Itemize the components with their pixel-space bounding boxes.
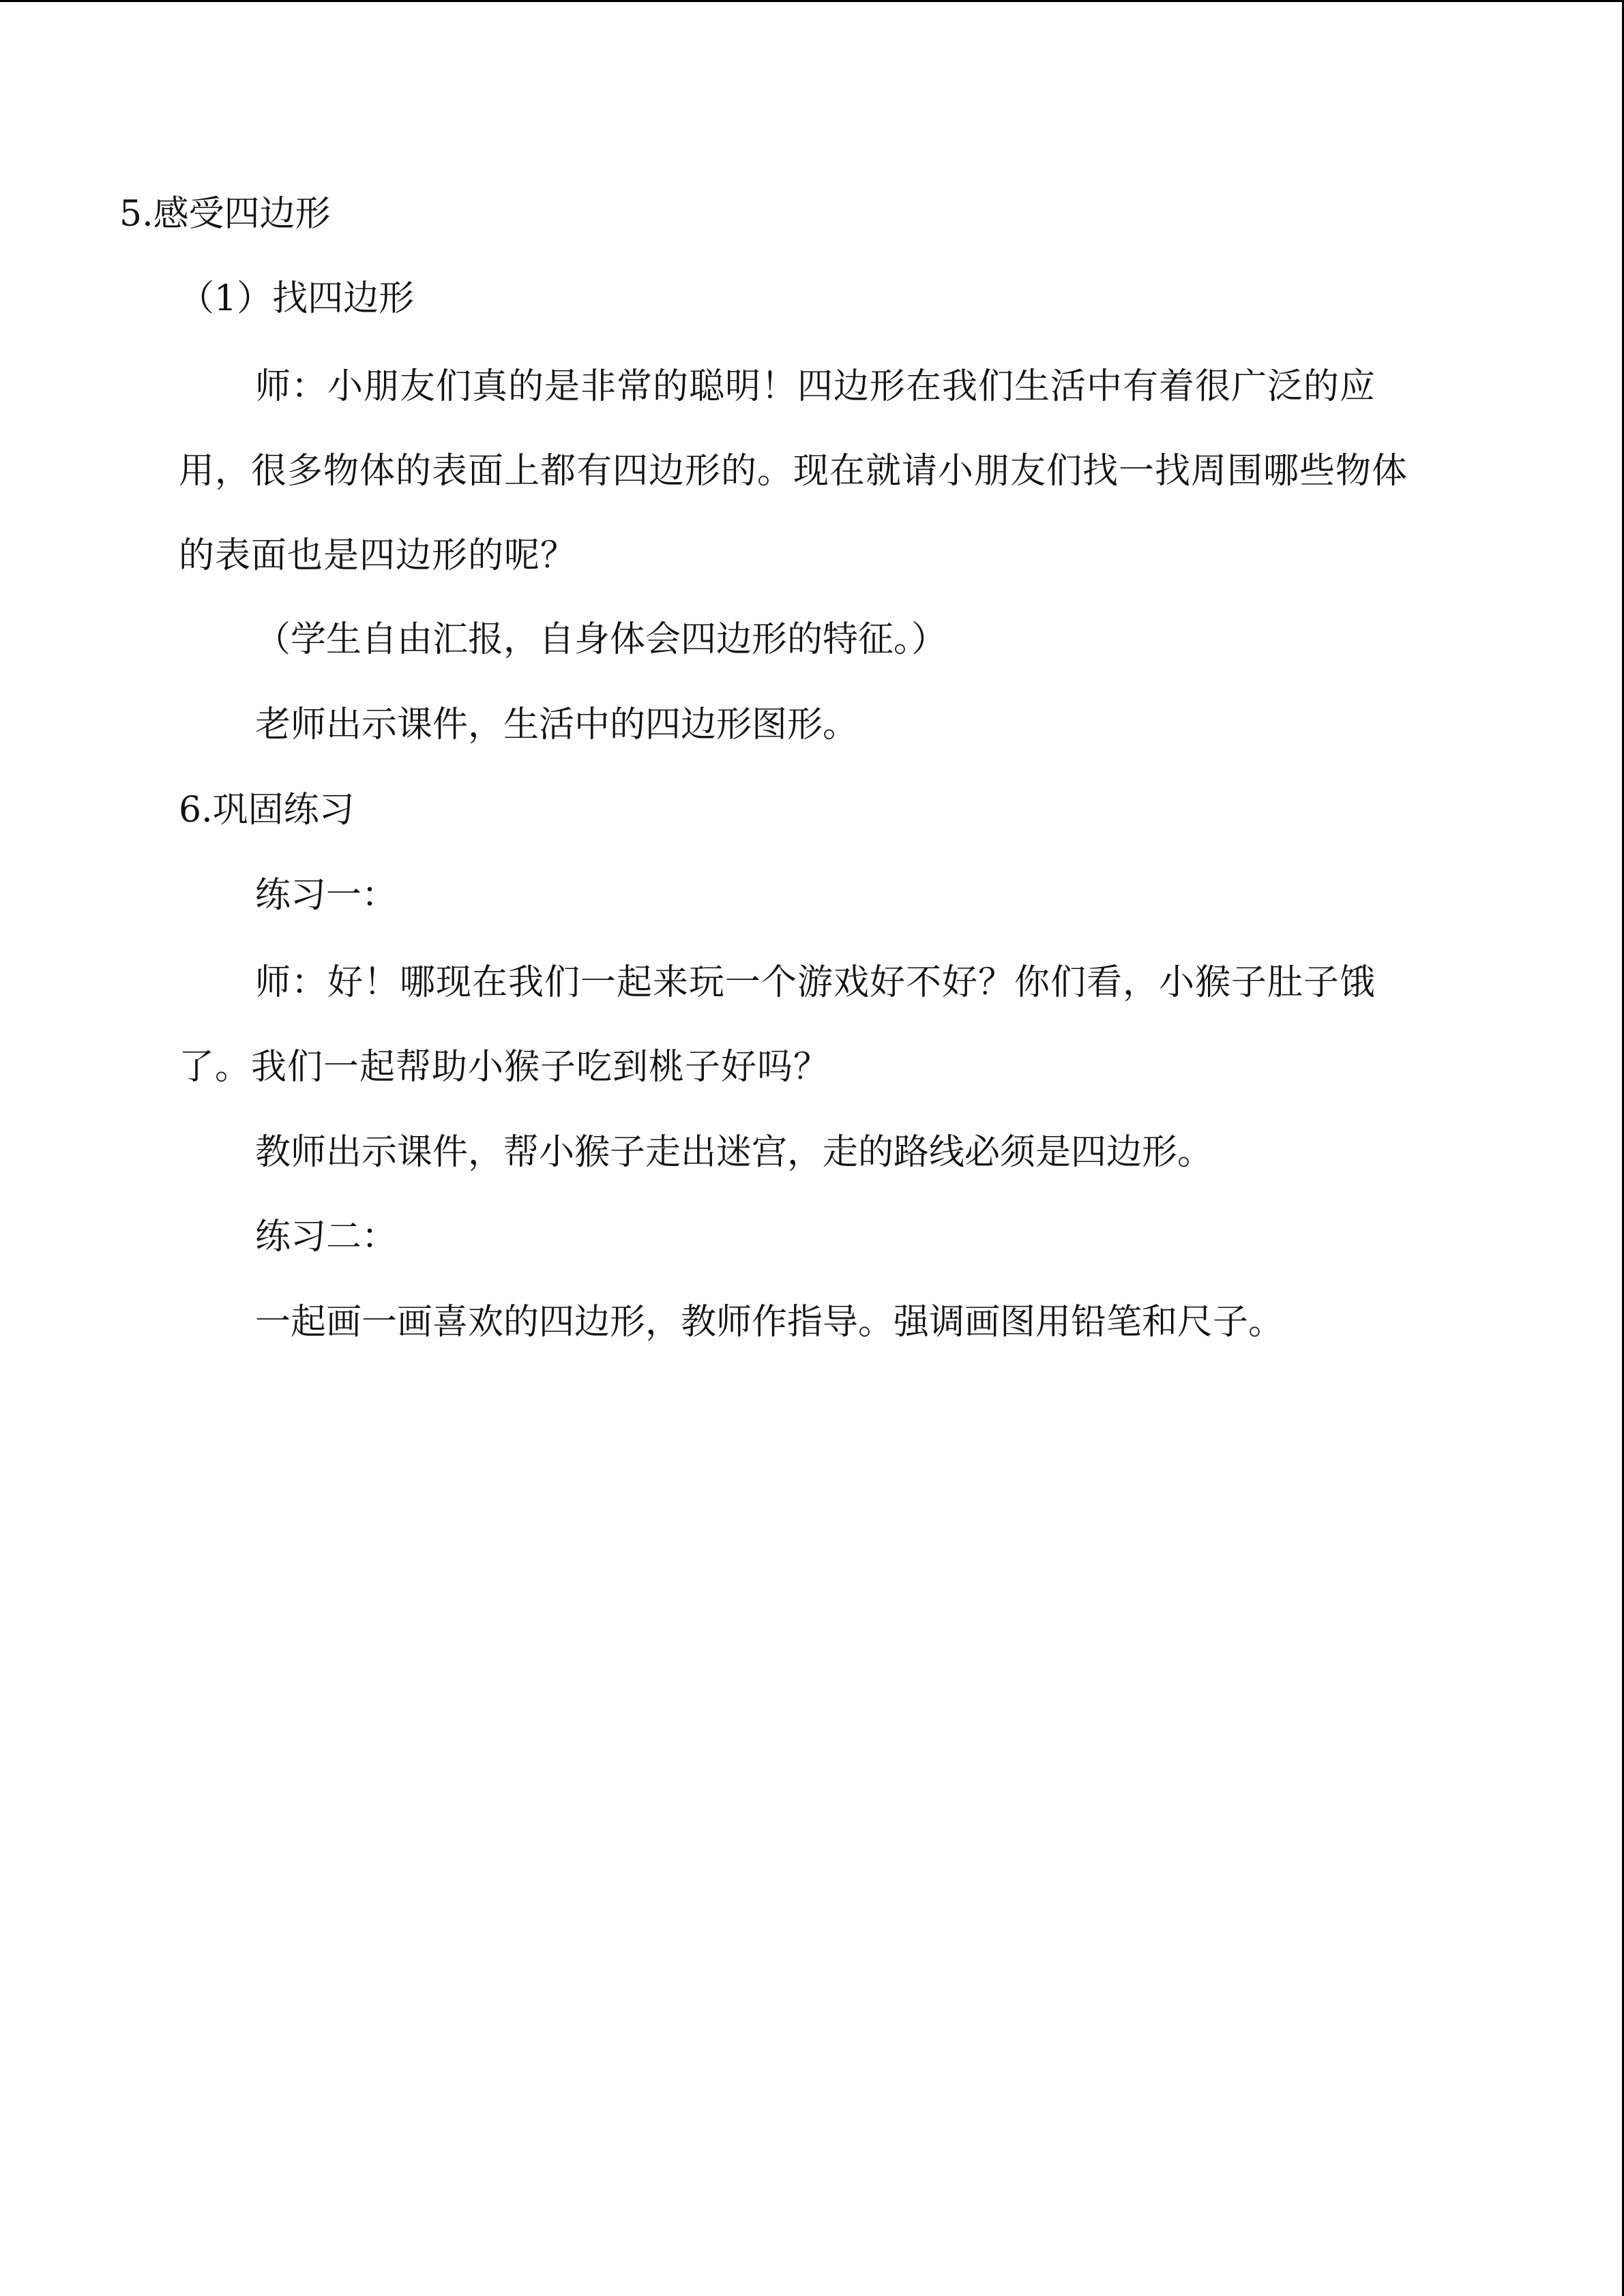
teacher-paragraph-2: 师：好！哪现在我们一起来玩一个游戏好不好？你们看，小猴子肚子饿了。我们一起帮助小猴子吃到桃子好吗？ xyxy=(179,962,1376,1088)
exercise-1-label: 练习一： xyxy=(255,875,398,916)
sub-heading-find-quadrilateral: （1）找四边形 xyxy=(179,278,415,319)
exercise-2-text: 一起画一画喜欢的四边形，教师作指导。强调画图用铅笔和尺子。 xyxy=(255,1302,1284,1343)
section6-heading: 6.巩固练习 xyxy=(179,790,355,831)
student-report-note: （学生自由汇报，自身体会四边形的特征。） xyxy=(255,619,947,660)
teacher-show-courseware-2: 教师出示课件，帮小猴子走出迷宫，走的路线必须是四边形。 xyxy=(255,1132,1213,1173)
section5-heading: 5.感受四边形 xyxy=(119,194,331,235)
exercise-2-label: 练习二： xyxy=(255,1217,398,1257)
teacher-show-courseware-1: 老师出示课件，生活中的四边形图形。 xyxy=(255,704,859,745)
teacher-paragraph-1: 师：小朋友们真的是非常的聪明！四边形在我们生活中有着很广泛的应用，很多物体的表面上都有四边形的。现在就请小朋友们找一找周围哪些物体的表面也是四边形的呢？ xyxy=(179,366,1408,576)
